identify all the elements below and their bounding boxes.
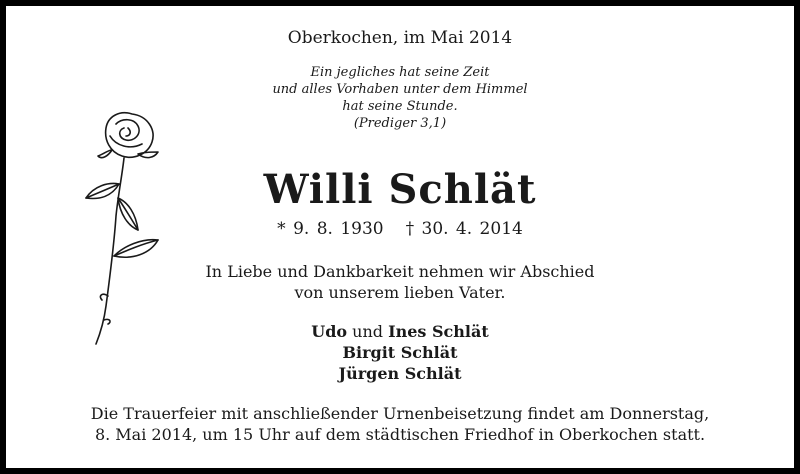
life-dates	[6, 219, 794, 239]
farewell-line: von unserem lieben Vater.	[294, 283, 506, 302]
funeral-notice	[6, 403, 794, 445]
place-date: Oberkochen, im Mai 2014	[287, 28, 513, 48]
notice-line: Die Trauerfeier mit anschließender Urnenbeisetzung findet am Donnerstag,	[90, 404, 710, 423]
mourners-list	[6, 321, 794, 384]
mourner-name: Udo	[311, 322, 348, 341]
mourner-name: Birgit Schlät	[342, 343, 458, 362]
farewell-line: In Liebe und Dankbarkeit nehmen wir Abschied	[205, 262, 595, 281]
verse-reference: (Prediger 3,1)	[353, 116, 447, 131]
verse-line: hat seine Stunde.	[342, 99, 458, 114]
obituary-card	[6, 6, 794, 468]
notice-line: 8. Mai 2014, um 15 Uhr auf dem städtischen Friedhof in Oberkochen statt.	[94, 425, 706, 444]
death-date: † 30. 4. 2014	[405, 219, 523, 239]
deceased-name: Willi Schlät	[263, 166, 537, 213]
mourner-line	[6, 363, 794, 384]
mourner-line	[6, 321, 794, 342]
mourner-conjunction: und	[352, 322, 384, 341]
mourner-line	[6, 342, 794, 363]
birth-date: * 9. 8. 1930	[277, 219, 384, 239]
mourner-name: Ines Schlät	[388, 322, 489, 341]
farewell-text	[6, 261, 794, 303]
verse-line: Ein jegliches hat seine Zeit	[310, 65, 490, 80]
verse-line: und alles Vorhaben unter dem Himmel	[272, 82, 528, 97]
mourner-name: Jürgen Schlät	[338, 364, 462, 383]
